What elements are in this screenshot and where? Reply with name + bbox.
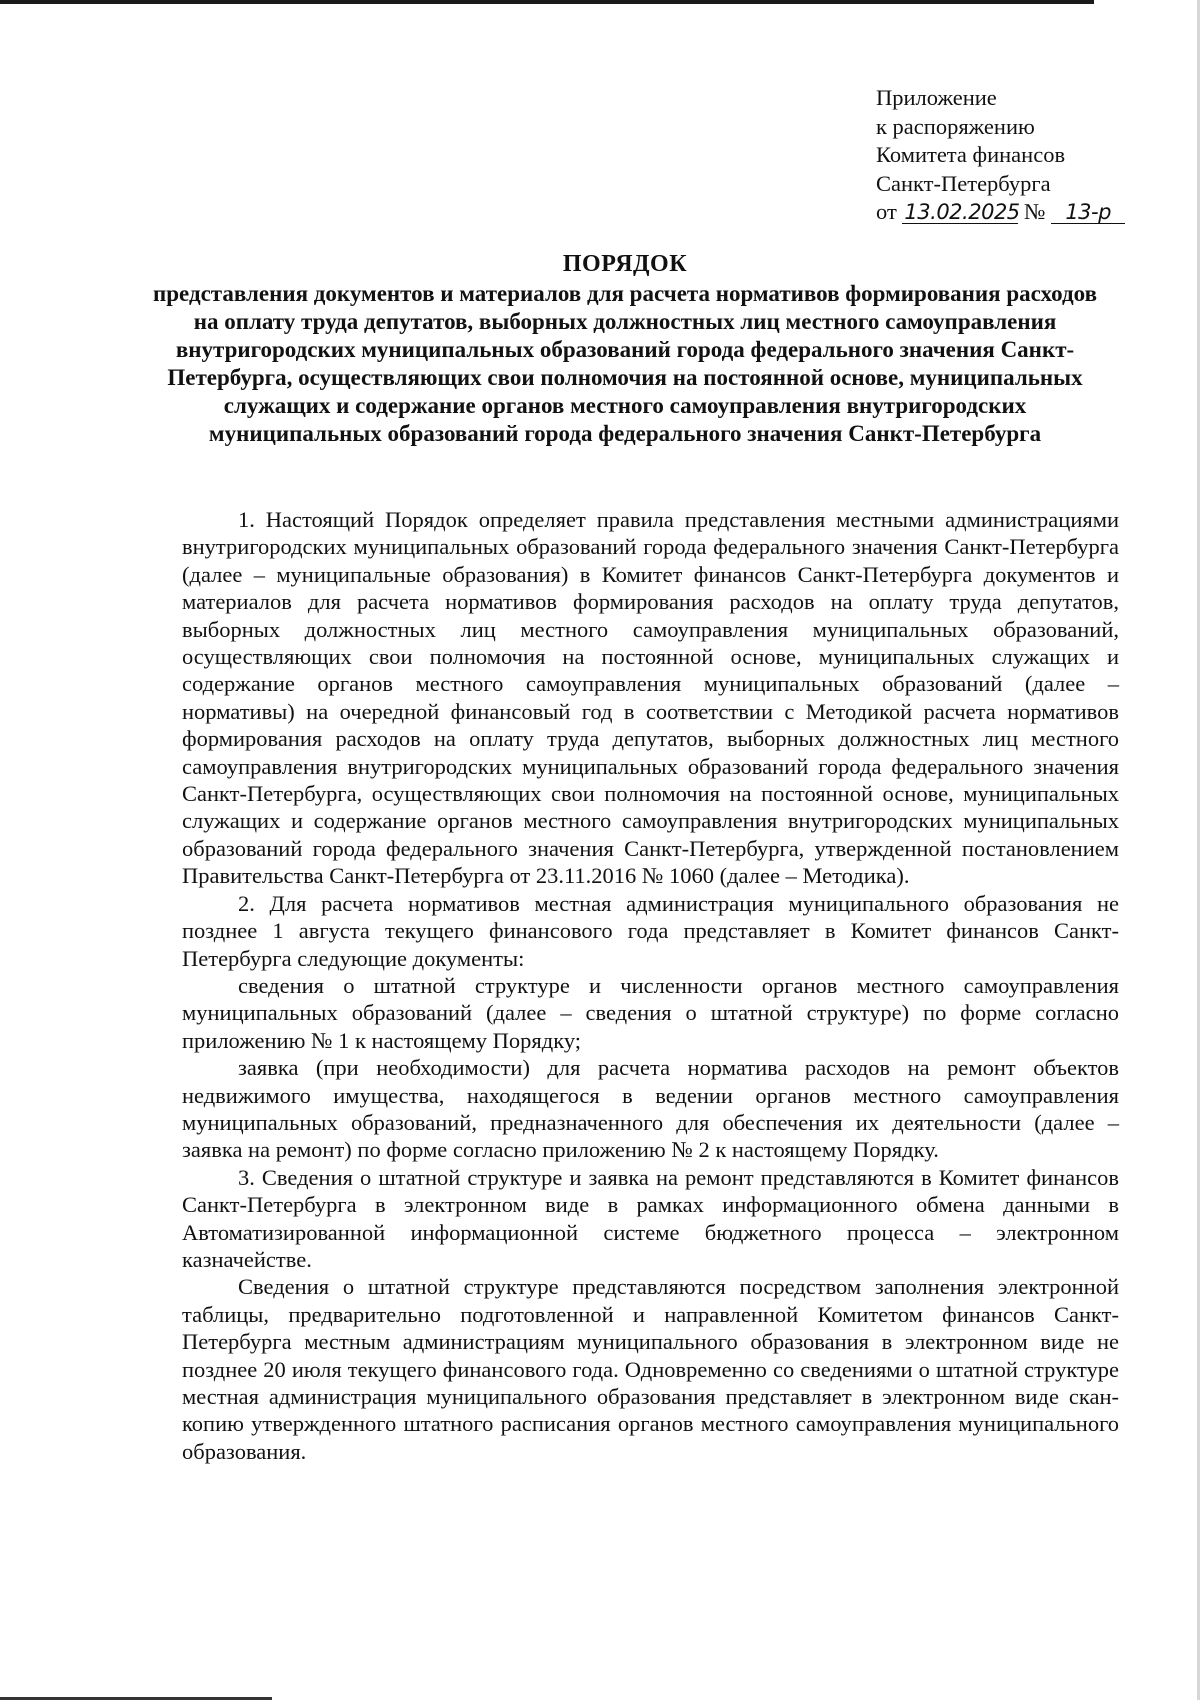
paragraph-5: 3. Сведения о штатной структуре и заявка на ремонт представляются в Комитет финансов Санкт-Петербурга в электронном виде в рамках информационного обмена данными в Автоматизированной информационной системе бюджетного процесса – электронном казначействе.	[182, 1164, 1119, 1272]
document-subtitle: представления документов и материалов для расчета нормативов формирования расходов на оплату труда депутатов, выборных должностных лиц местного самоуправления внутригородских муниципальных образований города федерального значения Санкт-Петербурга, осуществляющих свои полномочия на постоянной основе, муниципальных служащих и содержание органов местного самоуправления внутригородских муниципальных образований города федерального значения Санкт-Петербурга	[153, 281, 1097, 446]
handwritten-number: 13-р	[1051, 201, 1125, 224]
approval-line-order: к распоряжению	[876, 113, 1035, 139]
handwritten-date: 13.02.2025	[904, 200, 1020, 224]
paragraph-3: сведения о штатной структуре и численности органов местного самоуправления муниципальных образований (далее – сведения о штатной структуре) по форме согласно приложению № 1 к настоящему Порядку;	[182, 972, 1119, 1053]
paragraph-2: 2. Для расчета нормативов местная администрация муниципального образования не позднее 1 августа текущего финансового года представляет в Комитет финансов Санкт-Петербурга следующие документы:	[182, 890, 1119, 971]
document-body	[182, 506, 1119, 1465]
approval-block	[876, 84, 1176, 227]
document-title: ПОРЯДОК	[562, 251, 688, 277]
date-prefix: от	[876, 199, 897, 224]
paragraph-4: заявка (при необходимости) для расчета норматива расходов на ремонт объектов недвижимого имущества, находящегося в ведении органов местного самоуправления муниципальных образований, предназначенного для обеспечения их деятельности (далее – заявка на ремонт) по форме согласно приложению № 2 к настоящему Порядку.	[182, 1055, 1119, 1163]
approval-date-line	[876, 198, 1176, 227]
paragraph-6: Сведения о штатной структуре представляются посредством заполнения электронной таблицы, предварительно подготовленной и направленной Комитетом финансов Санкт-Петербурга местным администрациям муниципального образования в электронном виде не позднее 20 июля текущего финансового года. Одновременно со сведениями о штатной структуре местная администрация муниципального образования представляет в электронном виде скан-копию утвержденного штатного расписания органов местного самоуправления муниципального образования.	[182, 1274, 1119, 1464]
scan-edge-top	[0, 0, 1094, 4]
approval-line-city: Санкт-Петербурга	[876, 170, 1051, 196]
number-prefix: №	[1024, 199, 1046, 224]
document-heading	[150, 250, 1100, 448]
approval-line-appendix: Приложение	[876, 85, 997, 110]
paragraph-1: 1. Настоящий Порядок определяет правила представления местными администрациями внутригородских муниципальных образований города федерального значения Санкт-Петербурга (далее – муниципальные образования) в Комитет финансов Санкт-Петербурга документов и материалов для расчета нормативов формирования расходов на оплату труда депутатов, выборных должностных лиц местного самоуправления муниципальных образований, осуществляющих свои полномочия на постоянной основе, муниципальных служащих и содержание органов местного самоуправления муниципальных образований (далее – нормативы) на очередной финансовый год в соответствии с Методикой расчета нормативов формирования расходов на оплату труда депутатов, выборных должностных лиц местного самоуправления внутригородских муниципальных образований города федерального значения Санкт-Петербурга, осуществляющих свои полномочия на постоянной основе, муниципальных служащих и содержание органов местного самоуправления внутригородских муниципальных образований города федерального значения Санкт-Петербурга, утвержденной постановлением Правительства Санкт-Петербурга от 23.11.2016 № 1060 (далее – Методика).	[182, 507, 1119, 889]
approval-line-committee: Комитета финансов	[876, 142, 1066, 167]
